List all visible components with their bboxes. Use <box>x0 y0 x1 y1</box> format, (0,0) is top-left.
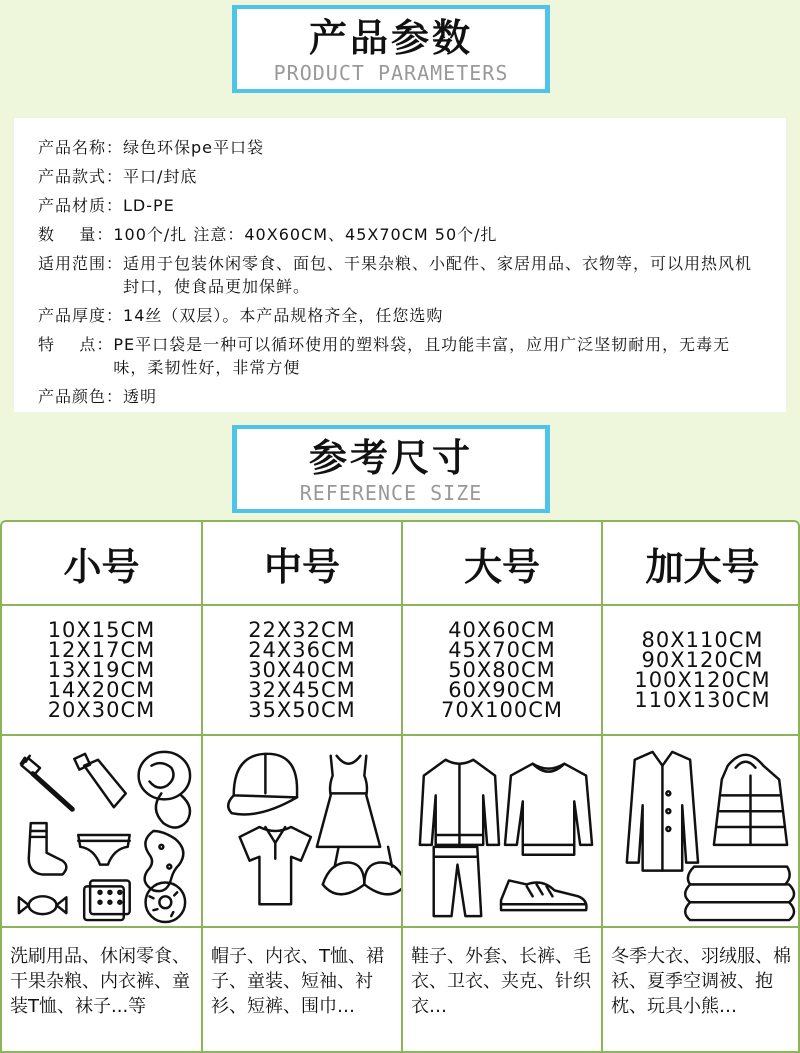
size-usage-text: 冬季大衣、羽绒服、棉袄、夏季空调被、抱枕、玩具小熊… <box>611 946 791 1017</box>
polo-shirt-icon <box>240 827 311 904</box>
param-label: 产品颜色： <box>38 387 124 406</box>
down-jacket-icon <box>714 755 787 845</box>
param-row-material <box>38 194 764 217</box>
sock-icon <box>29 823 67 874</box>
size-name: 大号 <box>403 522 601 606</box>
size-dimensions <box>2 606 201 736</box>
param-row-features <box>38 333 764 379</box>
param-label: 特 点： <box>38 335 114 354</box>
toothbrush-icon <box>21 756 72 809</box>
size-dimensions <box>603 606 800 736</box>
size-dim: 20X30CM <box>47 698 156 722</box>
size-icons <box>2 736 201 928</box>
param-row-quantity <box>38 223 764 246</box>
folded-blanket-icon <box>685 867 794 920</box>
param-value: 平口/封底 <box>123 167 198 186</box>
size-name: 加大号 <box>603 522 800 606</box>
size-dim: 50X80CM <box>448 658 556 682</box>
size-column-xlarge <box>603 522 800 1053</box>
param-label: 产品名称： <box>38 138 124 157</box>
section-title-cn: 产品参数 <box>308 16 473 60</box>
parameters-panel <box>14 118 786 412</box>
sneaker-icon <box>501 880 586 910</box>
size-dim: 100X120CM <box>634 668 771 692</box>
underwear-icon <box>78 835 129 865</box>
pants-icon <box>434 847 482 916</box>
param-value: 适用于包装休闲零食、面包、干果杂粮、小配件、家居用品、衣物等，可以用热风机封口，使食品更加保鲜。 <box>123 254 753 296</box>
size-dim: 24X36CM <box>248 638 356 662</box>
param-value: 透明 <box>123 387 158 406</box>
param-row-color <box>38 385 764 408</box>
jacket-icon <box>420 760 499 845</box>
size-dim: 80X110CM <box>641 628 764 652</box>
size-dimensions <box>203 606 401 736</box>
size-dim: 40X60CM <box>448 618 556 642</box>
size-dim: 45X70CM <box>448 638 556 662</box>
size-name: 中号 <box>203 522 401 606</box>
size-column-large <box>403 522 603 1053</box>
size-icons <box>203 736 401 928</box>
size-dimensions <box>403 606 601 736</box>
size-dim: 13X19CM <box>47 658 156 682</box>
size-column-small <box>2 522 203 1053</box>
product-parameters-banner <box>232 5 550 93</box>
section-title-cn: 参考尺寸 <box>308 436 473 480</box>
param-label: 产品厚度： <box>38 306 124 325</box>
toothpaste-icon <box>74 754 125 807</box>
sweater-icon <box>505 764 592 855</box>
size-dim: 70X100CM <box>441 698 563 722</box>
param-label: 数 量： <box>38 225 114 244</box>
size-name: 小号 <box>2 522 201 606</box>
param-row-usage <box>38 252 764 298</box>
cap-icon <box>228 754 297 815</box>
bra-icon <box>323 847 401 895</box>
size-dim: 32X45CM <box>248 678 356 702</box>
size-dim: 22X32CM <box>248 618 356 642</box>
param-row-style <box>38 165 764 188</box>
size-usage-text: 帽子、内衣、T恤、裙子、童装、短袖、衬衫、短裤、围巾… <box>211 946 384 1017</box>
size-icons <box>403 736 601 928</box>
reference-size-banner <box>232 425 550 513</box>
param-label: 适用范围： <box>38 254 124 273</box>
size-dim: 110X130CM <box>634 688 771 712</box>
size-dim: 90X120CM <box>641 648 764 672</box>
size-dim: 10X15CM <box>47 618 156 642</box>
size-icons <box>603 736 800 928</box>
coat-icon <box>627 752 698 871</box>
size-column-medium <box>203 522 403 1053</box>
walnut-icon <box>139 752 190 828</box>
param-row-name <box>38 136 764 159</box>
dress-icon <box>317 756 380 847</box>
param-value: LD-PE <box>123 196 175 215</box>
size-usage-text: 鞋子、外套、长裤、毛衣、卫衣、夹克、针织衣… <box>411 946 591 1017</box>
size-dim: 60X90CM <box>448 678 556 702</box>
section-title-en: PRODUCT PARAMETERS <box>273 61 509 85</box>
candy-icon <box>19 896 67 914</box>
param-value: PE平口袋是一种可以循环使用的塑料袋，且功能丰富，应用广泛坚韧耐用，无毒无味，柔韧性好，非常方便 <box>113 335 731 377</box>
param-label: 产品款式： <box>38 167 124 186</box>
size-dim: 14X20CM <box>47 678 156 702</box>
param-row-thickness <box>38 304 764 327</box>
param-value: 绿色环保pe平口袋 <box>123 138 265 157</box>
size-table <box>0 520 800 1053</box>
param-label: 产品材质： <box>38 196 124 215</box>
param-value: 100个/扎 注意：40X60CM、45X70CM 50个/扎 <box>113 225 498 244</box>
size-dim: 35X50CM <box>248 698 356 722</box>
param-value: 14丝（双层）。本产品规格齐全，任您选购 <box>123 306 444 325</box>
size-usage-text: 洗刷用品、休闲零食、干果杂粮、内衣裤、童装T恤、袜子...等 <box>10 946 190 1017</box>
biscuit-icon <box>84 880 130 920</box>
size-dim: 30X40CM <box>248 658 356 682</box>
section-title-en: REFERENCE SIZE <box>299 481 483 505</box>
size-dim: 12X17CM <box>47 638 156 662</box>
